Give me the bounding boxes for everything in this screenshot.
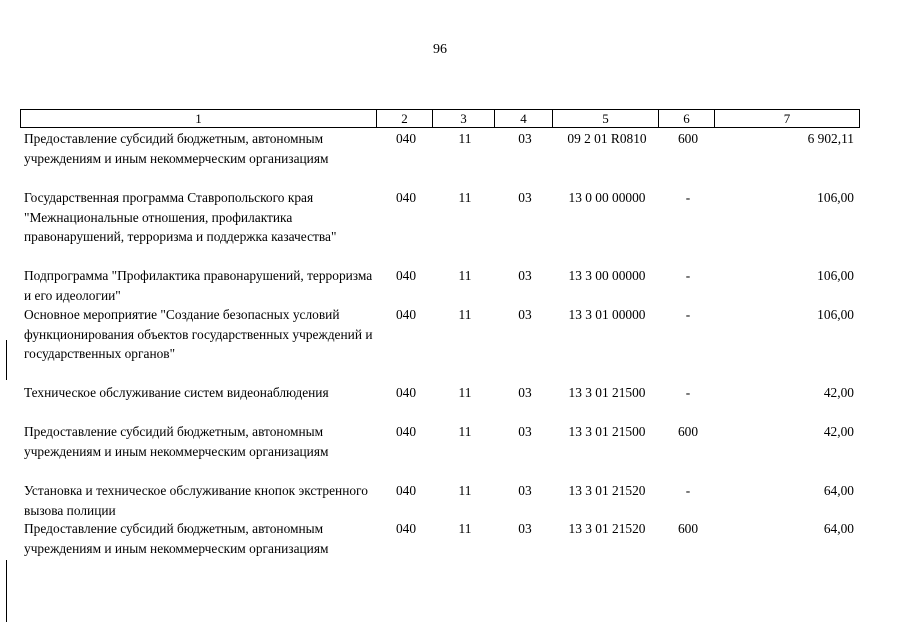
row-col-5: 13 3 01 21500 — [568, 424, 646, 439]
header-col-4: 4 — [495, 110, 553, 128]
scan-edge-mark — [6, 340, 7, 380]
row-col-3: 11 — [458, 521, 472, 536]
row-col-6: - — [685, 483, 691, 498]
row-col-5: 13 3 01 21500 — [568, 385, 646, 400]
row-col-5: 13 3 00 00000 — [568, 268, 646, 283]
row-col-7: 106,00 — [817, 268, 854, 283]
row-col-3: 11 — [458, 483, 472, 498]
row-col-5: 13 3 01 21520 — [568, 521, 646, 536]
row-col-3: 11 — [458, 385, 472, 400]
row-col-5: 13 3 01 00000 — [568, 307, 646, 322]
row-col-4: 03 — [518, 268, 532, 283]
row-col-5: 09 2 01 R0810 — [567, 131, 647, 146]
row-col-3: 11 — [458, 131, 472, 146]
row-name: Государственная программа Ставропольского края "Межнациональные отношения, профилактика правонарушений, терроризма и поддержка казачества" — [24, 190, 337, 244]
row-col-6: 600 — [677, 521, 699, 536]
row-col-4: 03 — [518, 385, 532, 400]
row-col-6: - — [685, 385, 691, 400]
scan-edge-mark — [6, 560, 7, 622]
row-col-7: 64,00 — [823, 521, 854, 536]
header-col-6: 6 — [659, 110, 715, 128]
row-name: Основное мероприятие "Создание безопасных условий функционирования объектов государственных учреждений и государственных органов" — [24, 307, 373, 361]
row-name: Предоставление субсидий бюджетным, автономным учреждениям и иным некоммерческим организациям — [24, 424, 329, 459]
row-col-4: 03 — [518, 307, 532, 322]
row-col-2: 040 — [395, 307, 417, 322]
row-col-5: 13 3 01 21520 — [568, 483, 646, 498]
row-col-4: 03 — [518, 483, 532, 498]
row-name: Предоставление субсидий бюджетным, автономным учреждениям и иным некоммерческим организациям — [24, 131, 329, 166]
header-col-3: 3 — [433, 110, 495, 128]
row-col-2: 040 — [395, 385, 417, 400]
row-col-6: - — [685, 268, 691, 283]
header-col-1: 1 — [21, 110, 377, 128]
row-col-3: 11 — [458, 424, 472, 439]
row-name: Подпрограмма "Профилактика правонарушений, терроризма и его идеологии" — [24, 268, 373, 303]
row-col-7: 42,00 — [823, 385, 854, 400]
row-col-7: 42,00 — [823, 424, 854, 439]
row-col-7: 106,00 — [817, 190, 854, 205]
row-col-4: 03 — [518, 190, 532, 205]
row-name: Предоставление субсидий бюджетным, автономным учреждениям и иным некоммерческим организациям — [24, 521, 329, 556]
row-col-6: 600 — [677, 131, 699, 146]
row-name: Установка и техническое обслуживание кнопок экстренного вызова полиции — [24, 483, 368, 518]
row-col-7: 64,00 — [823, 483, 854, 498]
row-col-2: 040 — [395, 131, 417, 146]
header-col-5: 5 — [553, 110, 659, 128]
table-header — [20, 109, 860, 128]
row-col-3: 11 — [458, 307, 472, 322]
page-number: 96 — [433, 42, 447, 57]
row-col-7: 106,00 — [817, 307, 854, 322]
row-col-2: 040 — [395, 483, 417, 498]
row-col-4: 03 — [518, 424, 532, 439]
row-col-2: 040 — [395, 521, 417, 536]
row-col-4: 03 — [518, 131, 532, 146]
row-col-7: 6 902,11 — [807, 131, 854, 146]
row-col-6: 600 — [677, 424, 699, 439]
row-col-3: 11 — [458, 268, 472, 283]
row-col-2: 040 — [395, 424, 417, 439]
header-col-2: 2 — [377, 110, 433, 128]
header-col-7: 7 — [715, 110, 860, 128]
row-col-5: 13 0 00 00000 — [568, 190, 646, 205]
row-name: Техническое обслуживание систем видеонаблюдения — [24, 385, 329, 400]
row-col-6: - — [685, 307, 691, 322]
row-col-3: 11 — [458, 190, 472, 205]
row-col-4: 03 — [518, 521, 532, 536]
row-col-2: 040 — [395, 268, 417, 283]
row-col-2: 040 — [395, 190, 417, 205]
row-col-6: - — [685, 190, 691, 205]
